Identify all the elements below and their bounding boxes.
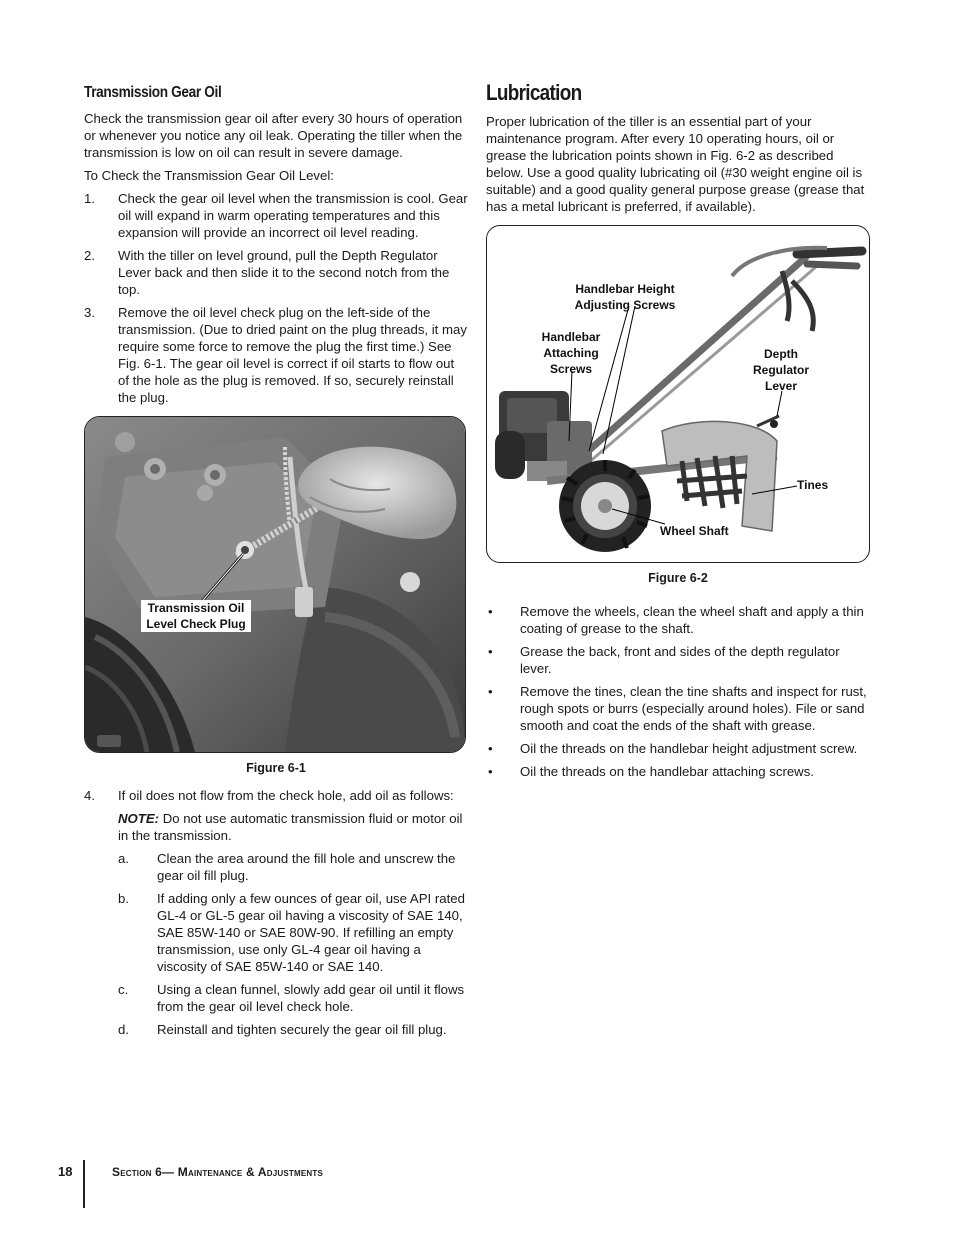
check-level-intro: To Check the Transmission Gear Oil Level: — [84, 168, 334, 183]
label-oil-check-plug: Transmission Oil Level Check Plug — [141, 600, 251, 632]
label-handlebar-attaching: Handlebar Attaching Screws — [541, 330, 601, 376]
step-2: 2. With the tiller on level ground, pull the Depth Regulator Lever back and then slide it to the second notch from the top. — [84, 248, 450, 297]
label-tines: Tines — [797, 478, 829, 492]
figure-6-2-caption: Figure 6-2 — [648, 571, 708, 585]
left-column — [84, 80, 468, 1044]
transmission-photo-illustration — [85, 417, 465, 752]
transmission-intro: Check the transmission gear oil after every 30 hours of operation or whenever you notice any oil leak. Operating the tiller when the transmission is low on oil can result in severe damage. — [84, 111, 463, 160]
tiller-illustration — [487, 226, 869, 562]
step-4: 4. If oil does not flow from the check hole, add oil as follows: — [84, 788, 454, 803]
step-1: 1. Check the gear oil level when the transmission is cool. Gear oil will expand in warm operating temperatures and this expansion will provide an incorrect oil level reading. — [84, 191, 468, 240]
figure-6-1-photo — [84, 416, 466, 753]
figure-6-1-caption: Figure 6-1 — [246, 761, 306, 775]
section-heading-transmission: Transmission Gear Oil — [84, 84, 222, 101]
label-depth-regulator: Depth Regulator Lever — [752, 347, 809, 393]
page-number: 18 — [58, 1164, 73, 1179]
step-3: 3. Remove the oil level check plug on the left-side of the transmission. (Due to dried paint on the plug threads, it may require some force to remove the plug the first time.) See Fig. 6-1. The gear oil level is correct if oil starts to flow out of the hole as the plug is removed. If so, securely reinstall the plug. — [84, 305, 467, 405]
right-column — [486, 80, 870, 786]
bullet-tines: • Remove the tines, clean the tine shafts and inspect for rust, rough spots or burrs (especially around holes). File or sand smooth and coat the ends of the shaft with grease. — [488, 684, 867, 733]
bullet-depth-lever: • Grease the back, front and sides of the depth regulator lever. — [488, 644, 840, 676]
bullet-attaching-screws: • Oil the threads on the handlebar attaching screws. — [488, 764, 814, 779]
label-wheel-shaft: Wheel Shaft — [660, 524, 729, 538]
section-title: Section 6— Maintenance & Adjustments — [112, 1165, 323, 1179]
footer-divider — [83, 1160, 85, 1208]
label-handlebar-height: Handlebar Height Adjusting Screws — [574, 282, 676, 312]
lubrication-intro: Proper lubrication of the tiller is an essential part of your maintenance program. After every 10 operating hours, oil or grease the lubrication points shown in Fig. 6-2 as described below. Use a good quality lubricating oil (#30 weight engine oil is suitable) and a good quality general purpose grease (grease that has a metal lubricant is preferred, if available). — [486, 114, 865, 214]
bullet-height-screw: • Oil the threads on the handlebar height adjustment screw. — [488, 741, 858, 756]
substep-a: a. Clean the area around the fill hole and unscrew the gear oil fill plug. — [118, 851, 456, 883]
bullet-wheel-shaft: • Remove the wheels, clean the wheel shaft and apply a thin coating of grease to the shaft. — [488, 604, 864, 636]
substep-b: b. If adding only a few ounces of gear oil, use API rated GL-4 or GL-5 gear oil having a viscosity of SAE 140, SAE 85W-140 or SAE 80W-90. If refilling an empty transmission, use only GL-4 gear oil having a viscosity of SAE 85W-140 or SAE 140. — [118, 891, 465, 974]
note-transmission-fluid: NOTE: Do not use automatic transmission fluid or motor oil in the transmission. — [118, 811, 463, 843]
note-label: NOTE: — [118, 811, 160, 826]
section-heading-lubrication: Lubrication — [486, 80, 582, 105]
figure-6-2-diagram — [486, 225, 870, 563]
substep-d: d. Reinstall and tighten securely the gear oil fill plug. — [118, 1022, 447, 1037]
substep-c: c. Using a clean funnel, slowly add gear oil until it flows from the gear oil level check hole. — [118, 982, 465, 1014]
